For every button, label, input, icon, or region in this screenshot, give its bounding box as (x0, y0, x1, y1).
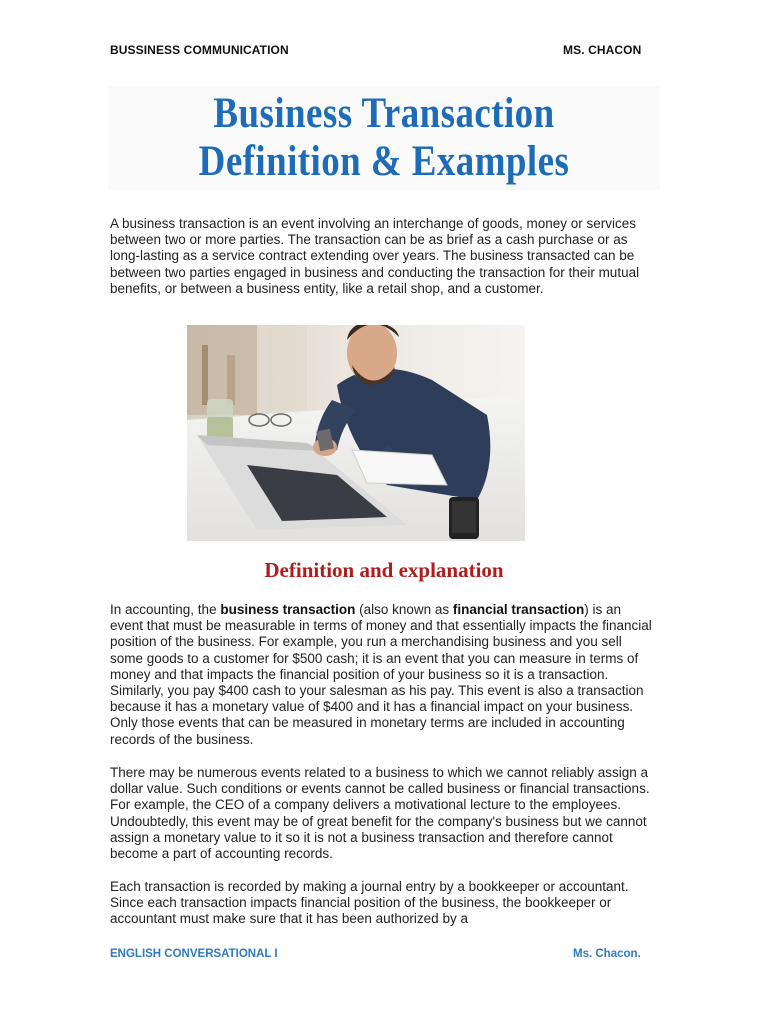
page-header-right: MS. CHACON (563, 43, 642, 57)
journal-entry-paragraph: Each transaction is recorded by making a journal entry by a bookkeeper or accountant. Since each transaction impacts financial position of the business, the bookkeeper or accountant must make sure that it has been authorized by a (110, 879, 629, 927)
bold-term-financial-transaction: financial transaction (452, 602, 585, 617)
non-transaction-paragraph: There may be numerous events related to a business to which we cannot reliably assign a dollar value. Such conditions or events cannot be called business or financial transactions. For example, the CEO of a company delivers a motivational lecture to the employees. Undoubtedly, this event may be of great benefit for the company's business but we cannot assign a monetary value to it so it is not a business transaction and therefore cannot become a part of accounting records. (110, 765, 650, 862)
title-line-1: Business Transaction (213, 90, 555, 137)
man-with-laptop-photo (187, 325, 525, 541)
page-header-left: BUSSINESS COMMUNICATION (110, 43, 289, 57)
intro-paragraph: A business transaction is an event involving an interchange of goods, money or services between two or more parties. The transaction can be as brief as a cash purchase or as long-lasting as a service contract extending over years. The business transacted can be between two parties engaged in business and conducting the transaction for their mutual benefits, or between a business entity, like a retail shop, and a customer. (110, 216, 640, 296)
section-heading: Definition and explanation (264, 558, 504, 582)
definition-paragraph: In accounting, the business transaction (also known as financial transaction) is an event that must be measurable in terms of money and that essentially impacts the financial position of the business. For example, you run a merchandising business and you sell some goods to a customer for $500 cash; it is an event that you can measure in terms of money and that impacts the financial position of your business so it is a transaction. Similarly, you pay $400 cash to your salesman as his pay. This event is also a transaction because it has a monetary value of $400 and it has a financial impact on your business. Only those events that can be measured in monetary terms are included in accounting records of the business. (110, 602, 652, 747)
title-banner (108, 86, 660, 190)
bold-term-business-transaction: business transaction (220, 602, 356, 617)
page-footer-left: ENGLISH CONVERSATIONAL I (110, 948, 278, 960)
page-footer-right: Ms. Chacon. (573, 948, 641, 960)
title-line-2: Definition & Examples (198, 138, 570, 185)
